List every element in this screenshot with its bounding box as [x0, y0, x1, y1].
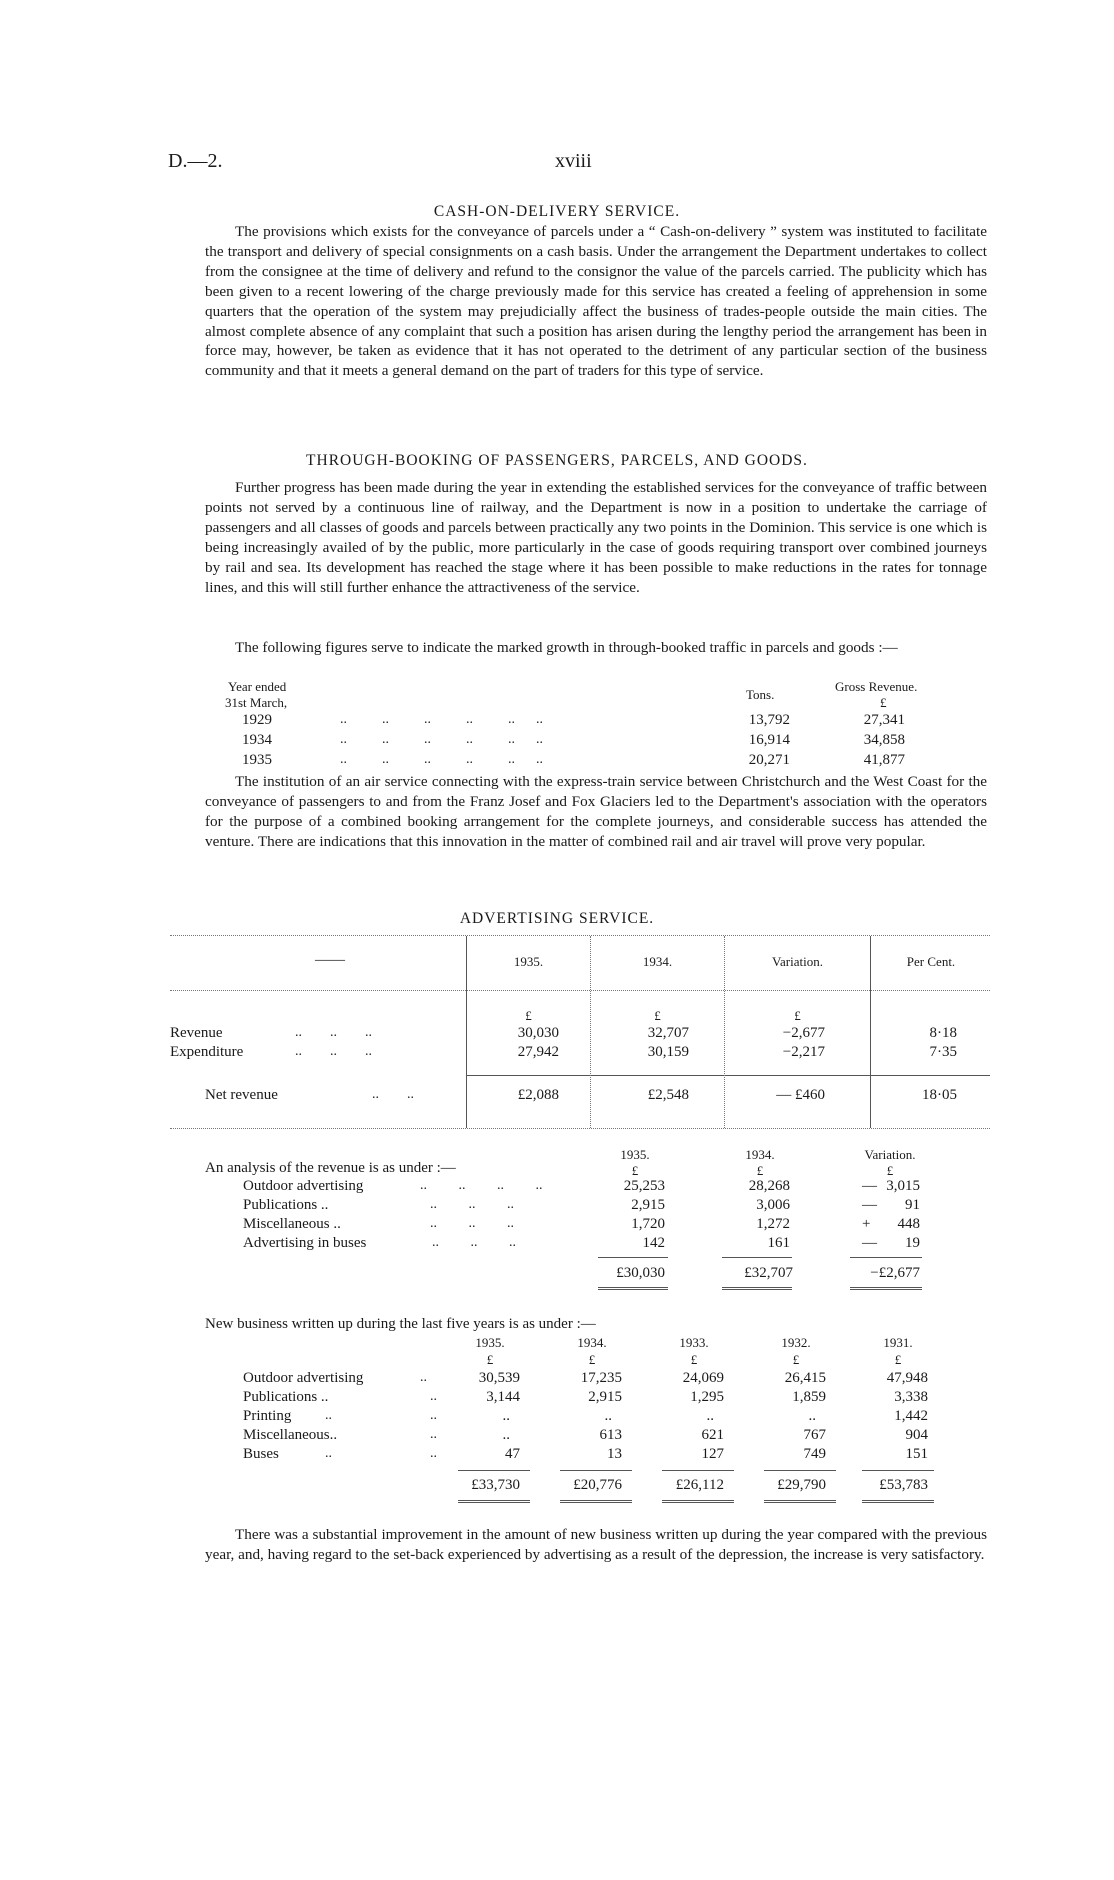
through-paragraph-3: The institution of an air service connecting with the express-train service between Christchurch and the West Coast for the conveyance of passengers to and from the Franz Josef and Fox Glaciers led to the Department's association with the operators for the purpose of a combined booking arrangement for the complete journeys, and considerable success has attended the venture. There are indications that this innovation in the matter of combined rail and air travel will prove very popular. [205, 773, 987, 850]
nb-col-header: 1931. [883, 1335, 913, 1350]
nb-cell: 1,859 [792, 1389, 826, 1405]
analysis-unit: £ [756, 1163, 764, 1178]
nb-cell: 749 [803, 1446, 826, 1462]
nb-cell: 904 [905, 1427, 928, 1443]
analysis-total: £30,030 [616, 1265, 665, 1281]
adv-net-label: Net revenue [205, 1087, 278, 1103]
analysis-row-label: Miscellaneous .. [243, 1216, 341, 1232]
analysis-sign: + [862, 1216, 871, 1232]
dot-leader: .. [430, 1446, 437, 1461]
total-rule [560, 1500, 632, 1503]
analysis-total: £32,707 [744, 1265, 793, 1281]
nb-unit: £ [588, 1352, 596, 1367]
through-row-year: 1934 [242, 732, 272, 748]
dot-leader: .. .. .. .. .. .. [340, 712, 543, 727]
dot-leader: .. .. .. [295, 1025, 372, 1040]
adv-net-cell: — £460 [776, 1087, 825, 1103]
nb-cell: 3,338 [894, 1389, 928, 1405]
nb-row-label: Miscellaneous.. [243, 1427, 338, 1443]
sum-rule [598, 1257, 668, 1258]
dot-leader: .. .. .. [430, 1197, 514, 1212]
adv-cell: 7·35 [929, 1044, 957, 1060]
adv-net-cell: £2,548 [647, 1087, 689, 1103]
dot-leader: .. .. .. [295, 1044, 372, 1059]
col-year-header-2: 31st March, [225, 695, 288, 710]
nb-row-label: Buses [243, 1446, 279, 1462]
analysis-col-header: 1934. [745, 1147, 775, 1162]
adv-col-header: —— [315, 952, 345, 968]
analysis-unit: £ [886, 1163, 894, 1178]
analysis-cell: 3,015 [886, 1178, 920, 1194]
dot-leader: .. .. .. [432, 1235, 516, 1250]
analysis-col-header: Variation. [864, 1147, 916, 1162]
analysis-sign: — [862, 1197, 877, 1213]
cod-heading: CASH-ON-DELIVERY SERVICE. [433, 203, 681, 220]
nb-cell: .. [502, 1408, 510, 1424]
through-row-gross: 27,341 [863, 712, 905, 728]
total-rule [850, 1287, 922, 1290]
nb-cell: 47,948 [886, 1370, 928, 1386]
dot-leader: .. [430, 1389, 437, 1404]
page-number: xviii [555, 150, 592, 172]
analysis-intro: An analysis of the revenue is as under :— [205, 1160, 456, 1176]
nb-total: £33,730 [471, 1477, 520, 1493]
adv-col-header: Variation. [772, 954, 823, 969]
adv-cell: −2,217 [782, 1044, 825, 1060]
through-row-year: 1935 [242, 752, 272, 768]
total-rule [722, 1287, 792, 1290]
adv-col-header: 1934. [642, 954, 673, 969]
sum-rule [458, 1470, 530, 1471]
col-gross-header: Gross Revenue. [835, 679, 918, 694]
sum-rule [862, 1470, 934, 1471]
sum-rule [850, 1257, 922, 1258]
dot-leader: .. [420, 1370, 427, 1385]
total-rule [598, 1287, 668, 1290]
adv-unit: £ [794, 1008, 801, 1023]
total-rule [662, 1500, 734, 1503]
adv-cell: 32,707 [647, 1025, 689, 1041]
analysis-row-label: Outdoor advertising [243, 1178, 364, 1194]
adv-row-label: Revenue [170, 1025, 223, 1041]
document-code: D.—2. [168, 150, 223, 172]
nb-cell: 47 [505, 1446, 520, 1462]
nb-cell: 17,235 [580, 1370, 622, 1386]
nb-cell: 26,415 [784, 1370, 826, 1386]
col-gross-unit: £ [880, 695, 887, 710]
nb-cell: 24,069 [682, 1370, 724, 1386]
adv-cell: 30,159 [647, 1044, 689, 1060]
col-tons-header: Tons. [746, 687, 775, 702]
nb-cell: 767 [803, 1427, 826, 1443]
nb-cell: 127 [701, 1446, 724, 1462]
analysis-cell: 91 [905, 1197, 920, 1213]
nb-row-label: Outdoor advertising [243, 1370, 364, 1386]
table-rule [466, 1075, 990, 1076]
sum-rule [662, 1470, 734, 1471]
nb-unit: £ [690, 1352, 698, 1367]
sum-rule [764, 1470, 836, 1471]
analysis-cell: 1,272 [756, 1216, 790, 1232]
nb-cell: 613 [599, 1427, 622, 1443]
sum-rule [722, 1257, 792, 1258]
dot-leader: .. [430, 1408, 437, 1423]
nb-cell: .. [502, 1427, 510, 1443]
adv-col-header: 1935. [513, 954, 544, 969]
adv-col-header: Per Cent. [906, 954, 956, 969]
advertising-heading: ADVERTISING SERVICE. [459, 910, 655, 927]
nb-cell: 151 [905, 1446, 928, 1462]
adv-unit: £ [654, 1008, 661, 1023]
analysis-sign: — [862, 1235, 877, 1251]
nb-row-label: Printing [243, 1408, 292, 1424]
analysis-cell: 142 [642, 1235, 665, 1251]
cod-paragraph: The provisions which exists for the conveyance of parcels under a “ Cash-on-delivery ” system was instituted to facilitate the transport and delivery of special consignments on a cash basis. Under the arrangement the Department undertakes to collect from the consignee at the time of delivery and refund to the consignor the value of the parcels carried. The publicity which has been given to a recent lowering of the charge previously made for this service has created a feeling of apprehension in some quarters that the operation of the system may prejudicially affect the business of trades-people outside the main cities. The almost complete absence of any complaint that such a position has arisen during the lengthy period the arrangement has been in force may, however, be taken as evidence that it has not operated to the detriment of any particular section of the business community and that it meets a general demand on the part of traders for this type of service. [205, 223, 987, 380]
through-paragraph-2: The following figures serve to indicate the marked growth in through-booked traffic in parcels and goods :— [235, 639, 898, 656]
adv-net-cell: 18·05 [922, 1087, 957, 1103]
nb-col-header: 1935. [475, 1335, 505, 1350]
analysis-sign: — [862, 1178, 877, 1194]
dot-leader: .. [325, 1408, 332, 1423]
adv-cell: 8·18 [929, 1025, 957, 1041]
total-rule [862, 1500, 934, 1503]
through-row-year: 1929 [242, 712, 272, 728]
nb-cell: .. [808, 1408, 816, 1424]
nb-total: £29,790 [777, 1477, 826, 1493]
adv-cell: 30,030 [517, 1025, 559, 1041]
through-row-gross: 34,858 [863, 732, 905, 748]
analysis-unit: £ [631, 1163, 639, 1178]
sum-rule [560, 1470, 632, 1471]
through-paragraph-1: Further progress has been made during the year in extending the established services for the conveyance of traffic between points not served by a continuous line of railway, and the Department is now in a position to undertake the carriage of passengers and all classes of goods and parcels between practically any two points in the Dominion. This service is one which is being increasingly availed of by the public, more particularly in the case of goods requiring transport over combined journeys by rail and sea. Its development has reached the stage where it has been possible to make reductions in the rates for tonnage lines, and this will still further enhance the attractiveness of the service. [205, 479, 987, 596]
new-business-intro: New business written up during the last five years is as under :— [205, 1316, 596, 1332]
nb-cell: 621 [701, 1427, 724, 1443]
table-rule [170, 935, 990, 936]
adv-cell: 27,942 [517, 1044, 559, 1060]
nb-total: £53,783 [879, 1477, 928, 1493]
total-rule [458, 1500, 530, 1503]
analysis-col-header: 1935. [620, 1147, 650, 1162]
adv-row-label: Expenditure [170, 1044, 244, 1060]
nb-cell: 3,144 [486, 1389, 520, 1405]
total-rule [764, 1500, 836, 1503]
nb-total: £20,776 [573, 1477, 622, 1493]
dot-leader: .. .. .. .. [420, 1178, 543, 1193]
adv-net-cell: £2,088 [517, 1087, 559, 1103]
dot-leader: .. .. [372, 1087, 414, 1102]
adv-cell: −2,677 [782, 1025, 825, 1041]
analysis-cell: 1,720 [631, 1216, 665, 1232]
nb-col-header: 1932. [781, 1335, 811, 1350]
nb-cell: 13 [607, 1446, 622, 1462]
nb-unit: £ [894, 1352, 902, 1367]
dot-leader: .. .. .. .. .. .. [340, 752, 543, 767]
through-row-tons: 16,914 [748, 732, 790, 748]
nb-cell: 1,295 [690, 1389, 724, 1405]
nb-unit: £ [792, 1352, 800, 1367]
analysis-cell: 161 [767, 1235, 790, 1251]
analysis-row-label: Advertising in buses [243, 1235, 367, 1251]
adv-unit: £ [525, 1008, 532, 1023]
through-row-tons: 20,271 [748, 752, 790, 768]
nb-cell: .. [706, 1408, 714, 1424]
dot-leader: .. .. .. [430, 1216, 514, 1231]
nb-cell: 1,442 [894, 1408, 928, 1424]
nb-cell: 30,539 [478, 1370, 520, 1386]
table-rule [170, 990, 990, 991]
nb-col-header: 1934. [577, 1335, 607, 1350]
nb-col-header: 1933. [679, 1335, 709, 1350]
col-year-header: Year ended [228, 679, 287, 694]
dot-leader: .. .. .. .. .. .. [340, 732, 543, 747]
nb-cell: 2,915 [588, 1389, 622, 1405]
nb-row-label: Publications .. [243, 1389, 329, 1405]
table-rule [170, 1128, 990, 1129]
through-heading: THROUGH-BOOKING OF PASSENGERS, PARCELS, AND GOODS. [306, 452, 808, 469]
analysis-cell: 19 [905, 1235, 920, 1251]
analysis-cell: 28,268 [748, 1178, 790, 1194]
nb-unit: £ [486, 1352, 494, 1367]
dot-leader: .. [325, 1446, 332, 1461]
nb-total: £26,112 [675, 1477, 724, 1493]
analysis-cell: 2,915 [631, 1197, 665, 1213]
dot-leader: .. [430, 1427, 437, 1442]
analysis-cell: 448 [897, 1216, 920, 1232]
analysis-cell: 3,006 [756, 1197, 790, 1213]
closing-paragraph: There was a substantial improvement in the amount of new business written up during the year compared with the previous year, and, having regard to the set-back experienced by advertising as a result of the depression, the increase is very satisfactory. [205, 1526, 987, 1563]
analysis-total: −£2,677 [870, 1265, 920, 1281]
nb-cell: .. [604, 1408, 612, 1424]
through-row-gross: 41,877 [863, 752, 905, 768]
analysis-row-label: Publications .. [243, 1197, 329, 1213]
through-row-tons: 13,792 [748, 712, 790, 728]
analysis-cell: 25,253 [623, 1178, 665, 1194]
